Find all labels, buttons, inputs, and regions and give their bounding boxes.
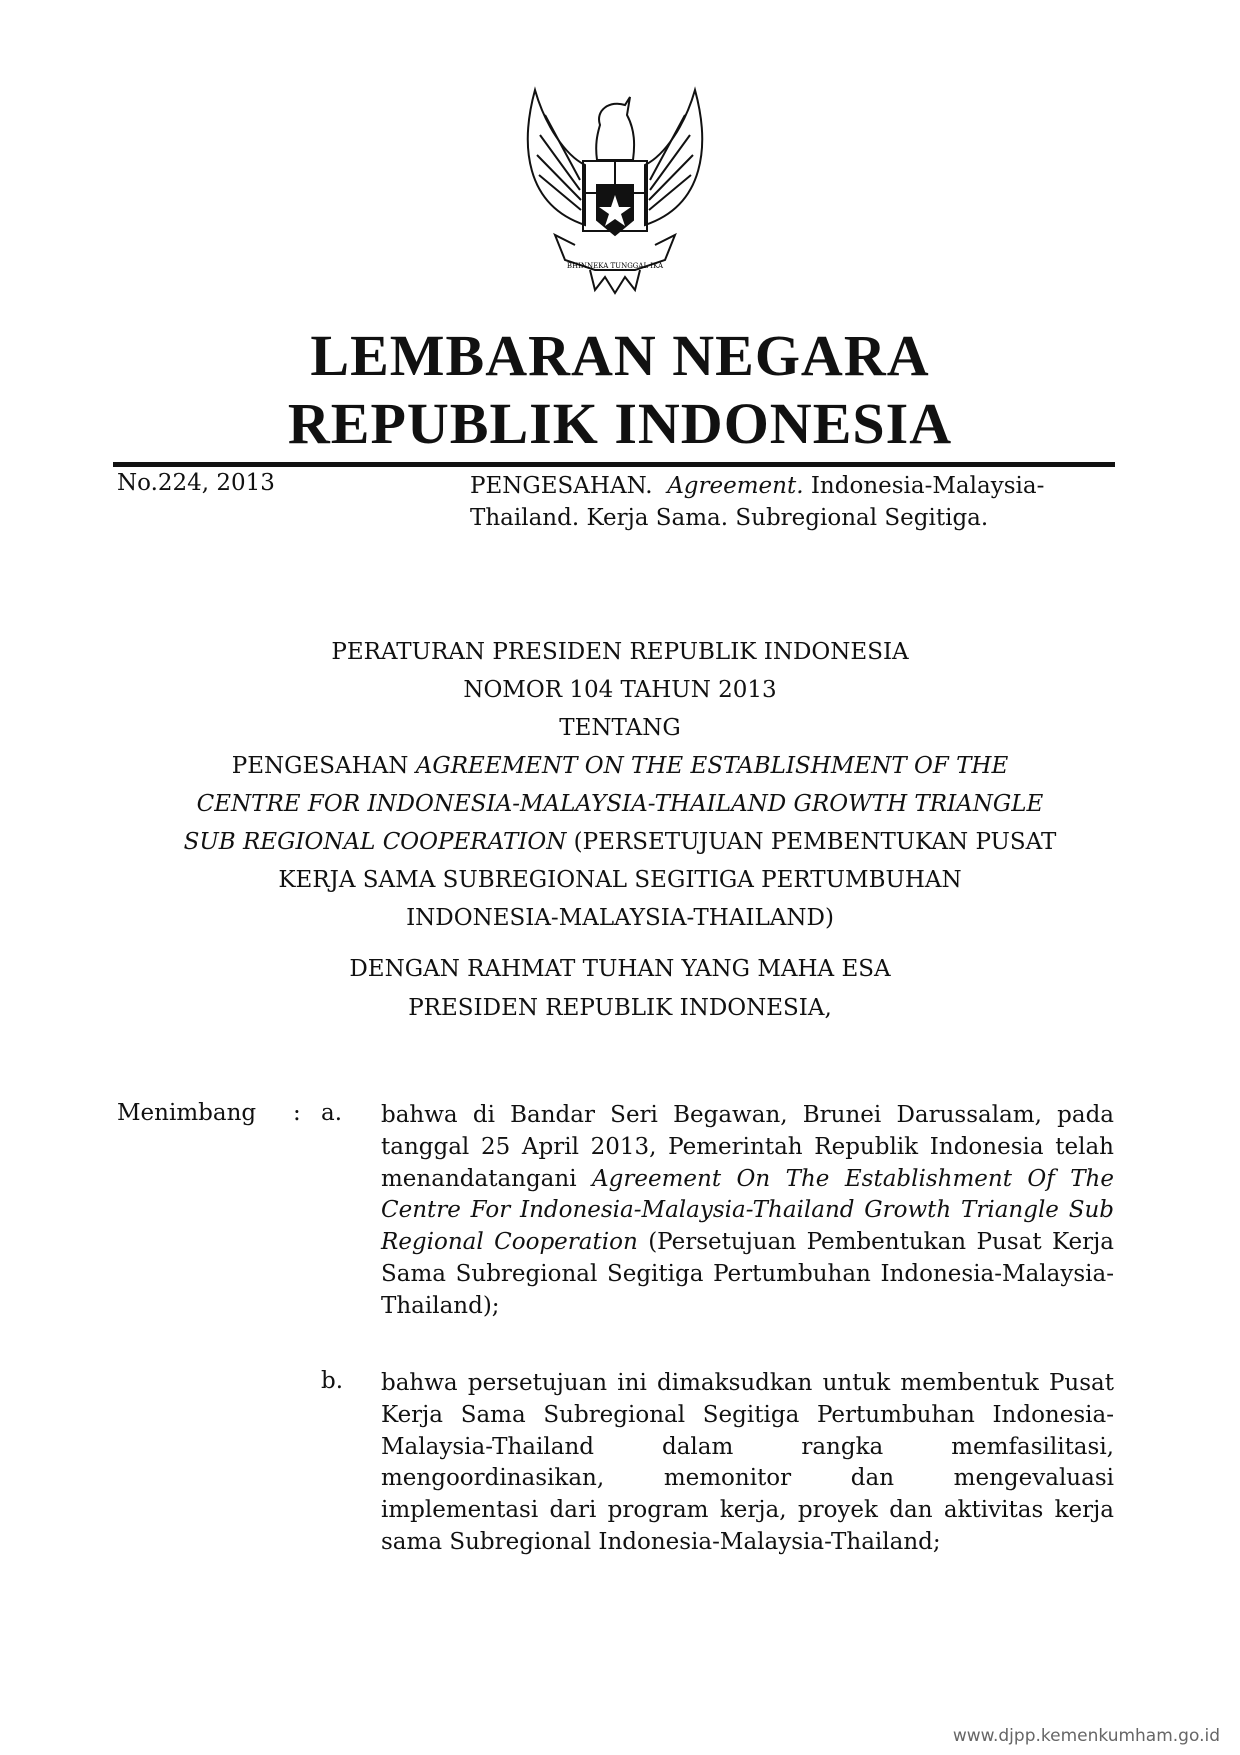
gazette-title-line2: REPUBLIK INDONESIA xyxy=(287,391,953,456)
menimbang-item-b: bahwa persetujuan ini dimaksudkan untuk membentuk Pusat Kerja Sama Subregional Segitiga Pertumbuhan Indonesia-Malaysia-Thailand dalam rangka memfasilitasi, mengoordinasikan, memonitor dan mengevaluasi implementasi dari program kerja, proyek dan aktivitas kerja sama Subregional Indonesia-Malaysia-Thailand; xyxy=(381,1370,1114,1555)
item-marker-a: a. xyxy=(321,1100,343,1126)
menimbang-colon: : xyxy=(293,1100,301,1126)
footer-url: www.djpp.kemenkumham.go.id xyxy=(952,1726,1220,1746)
gazette-title-line1: LEMBARAN NEGARA xyxy=(310,323,930,388)
menimbang-label: Menimbang xyxy=(117,1100,257,1126)
header-divider xyxy=(113,462,1115,467)
gazette-subject: PENGESAHAN. Agreement. Indonesia-Malaysia-Thailand. Kerja Sama. Subregional Segitiga. xyxy=(470,473,1045,531)
preamble: DENGAN RAHMAT TUHAN YANG MAHA ESA PRESIDEN REPUBLIK INDONESIA, xyxy=(349,956,891,1021)
garuda-emblem-icon xyxy=(515,85,715,295)
menimbang-item-a: bahwa di Bandar Seri Begawan, Brunei Darussalam, pada tanggal 25 April 2013, Pemerintah Republik Indonesia telah menandatangani Agreement On The Establishment Of The Centre For Indonesia-Malaysia-Thailand Growth Triangle Sub Regional Cooperation (Persetujuan Pembentukan Pusat Kerja Sama Subregional Segitiga Pertumbuhan Indonesia-Malaysia-Thailand); xyxy=(381,1102,1115,1319)
regulation-heading: PERATURAN PRESIDEN REPUBLIK INDONESIA NOMOR 104 TAHUN 2013 TENTANG PENGESAHAN AGREEMENT ON THE ESTABLISHMENT OF THE CENTRE FOR INDONESIA-MALAYSIA-THAILAND GROWTH TRIANGLE SUB REGIONAL COOPERATION (PERSETUJUAN PEMBENTUKAN PUSAT KERJA SAMA SUBREGIONAL SEGITIGA PERTUMBUHAN INDONESIA-MALAYSIA-THAILAND) xyxy=(183,639,1057,931)
item-marker-b: b. xyxy=(321,1368,344,1394)
svg-text:BHINNEKA TUNGGAL IKA: BHINNEKA TUNGGAL IKA xyxy=(566,262,664,270)
gazette-number: No.224, 2013 xyxy=(117,470,275,496)
